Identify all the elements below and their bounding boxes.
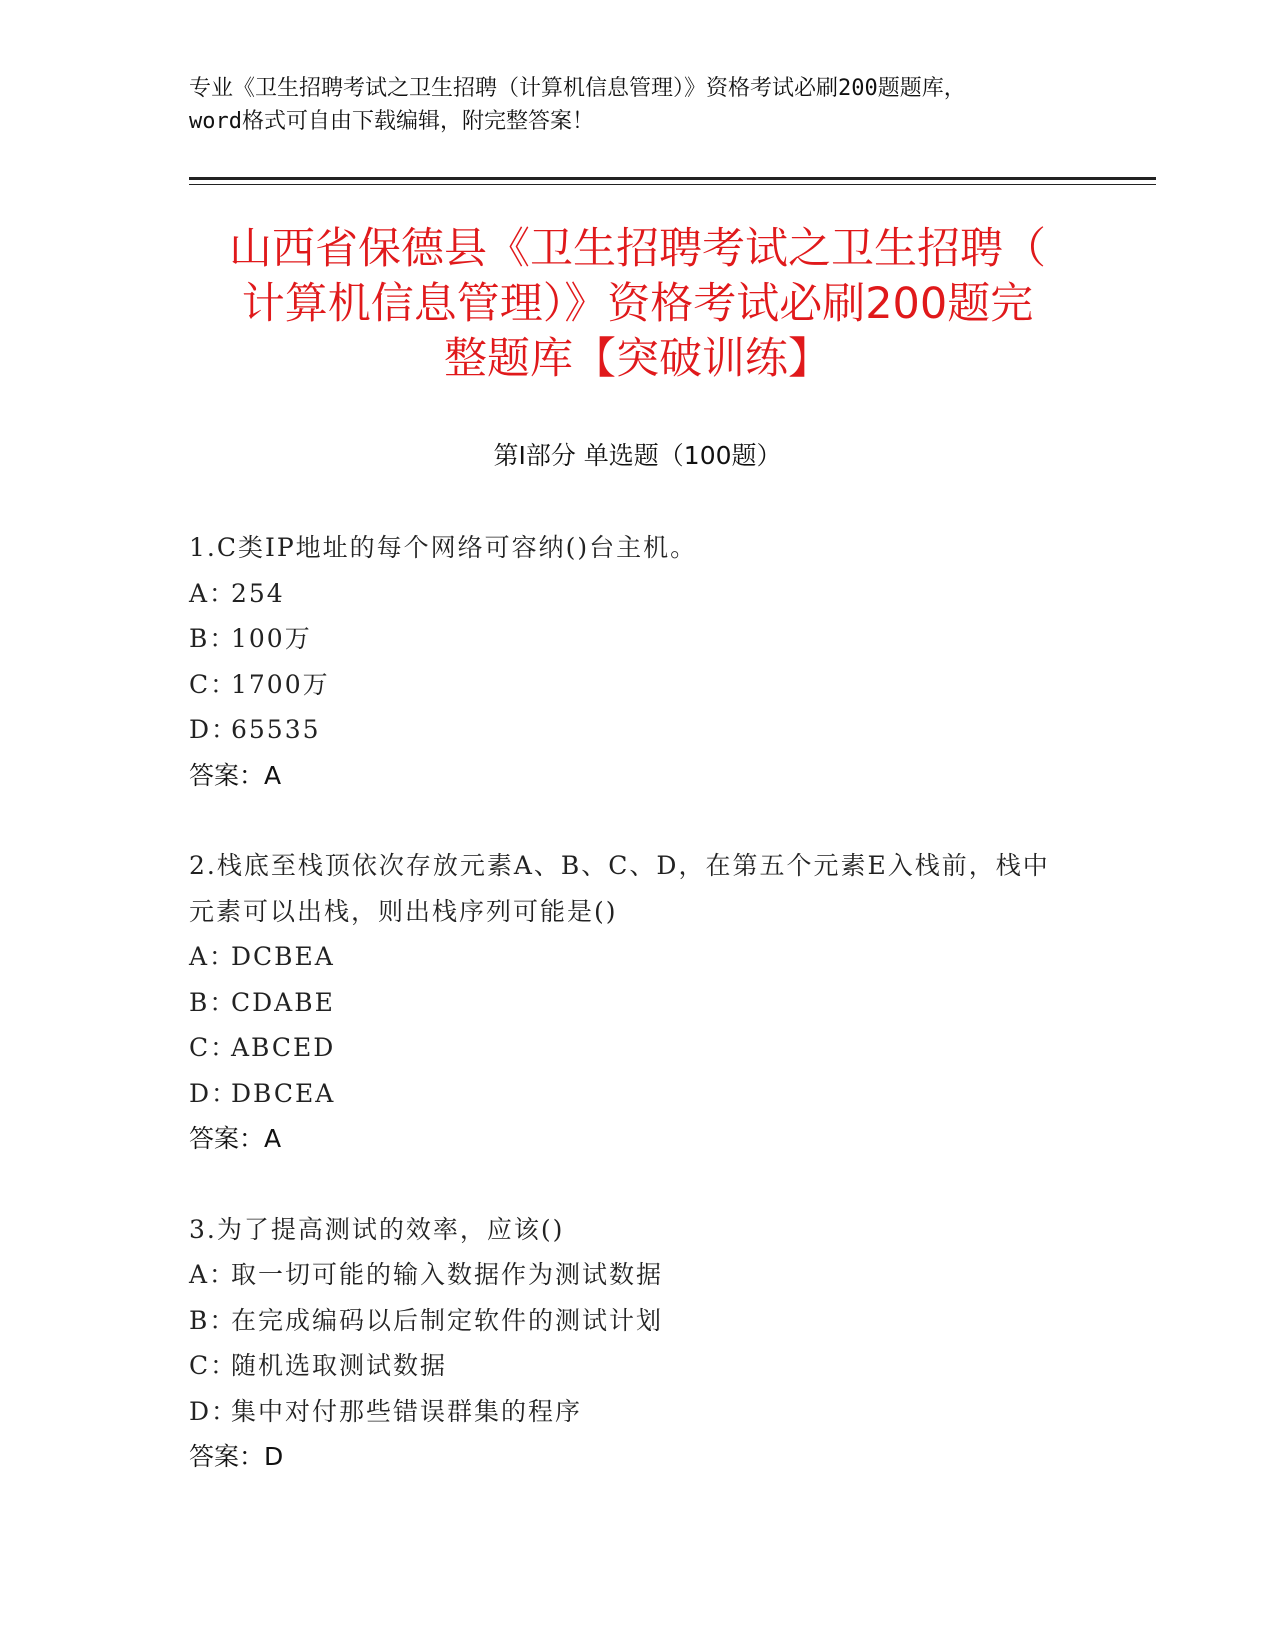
header-divider-thin <box>189 184 1156 185</box>
header-note-line-1: 专业《卫生招聘考试之卫生招聘（计算机信息管理）》资格考试必刷200题题库， <box>189 76 966 101</box>
option-text: DCBEA <box>231 942 335 971</box>
header-note-line-2: word格式可自由下载编辑，附完整答案！ <box>189 109 594 134</box>
question-option-a <box>189 934 1069 980</box>
question-item <box>189 843 1069 1162</box>
question-item <box>189 525 1069 798</box>
question-item <box>189 1207 1069 1480</box>
option-key: B： <box>189 987 237 1017</box>
option-key: A： <box>189 1260 237 1289</box>
question-option-d <box>189 707 1069 753</box>
option-key: C： <box>189 1351 238 1380</box>
option-key: D： <box>189 715 239 744</box>
question-option-b <box>189 1298 1069 1344</box>
question-option-b <box>189 980 1069 1026</box>
option-key: D： <box>189 1078 239 1108</box>
option-key: C： <box>189 1033 238 1062</box>
question-option-a <box>189 1252 1069 1298</box>
question-option-a <box>189 571 1069 617</box>
question-option-d <box>189 1071 1069 1117</box>
option-key: C： <box>189 669 238 699</box>
document-title-line-3: 整题库【突破训练】 <box>444 334 831 384</box>
option-text: DBCEA <box>231 1078 336 1108</box>
question-answer: 答案：A <box>189 760 282 790</box>
question-list <box>189 525 1069 1525</box>
document-title-line-2: 计算机信息管理）》资格考试必刷200题完 <box>241 279 1034 329</box>
option-key: A： <box>189 942 237 971</box>
option-key: B： <box>189 1305 237 1335</box>
header-note <box>189 72 1089 138</box>
question-option-d <box>189 1389 1069 1435</box>
option-text: CDABE <box>231 987 335 1017</box>
question-answer: 答案：D <box>189 1442 284 1471</box>
option-text: 集中对付那些错误群集的程序 <box>231 1396 583 1426</box>
option-key: A： <box>189 578 237 608</box>
option-text: 65535 <box>231 715 321 744</box>
option-text: 100万 <box>231 624 312 653</box>
document-title-line-1: 山西省保德县《卫生招聘考试之卫生招聘（ <box>229 224 1046 274</box>
option-text: 随机选取测试数据 <box>231 1351 448 1380</box>
question-option-b <box>189 616 1069 662</box>
option-text: 1700万 <box>231 669 330 699</box>
question-option-c <box>189 1343 1069 1389</box>
question-stem: 3.为了提高测试的效率，应该() <box>189 1214 565 1244</box>
header-divider-thick <box>189 177 1156 180</box>
question-stem: 2.栈底至栈顶依次存放元素A、B、C、D，在第五个元素E入栈前，栈中元素可以出栈，则出栈序列可能是() <box>189 851 1050 926</box>
question-option-c <box>189 1025 1069 1071</box>
option-text: 取一切可能的输入数据作为测试数据 <box>231 1260 664 1289</box>
question-option-c <box>189 662 1069 708</box>
option-text: 在完成编码以后制定软件的测试计划 <box>231 1305 664 1335</box>
document-title <box>160 222 1115 387</box>
section-heading: 第I部分 单选题（100题） <box>493 441 782 470</box>
option-text: 254 <box>231 578 285 608</box>
question-answer: 答案：A <box>189 1124 282 1153</box>
question-stem: 1.C类IP地址的每个网络可容纳()台主机。 <box>189 533 698 562</box>
option-key: B： <box>189 624 237 653</box>
option-key: D： <box>189 1396 239 1426</box>
option-text: ABCED <box>231 1033 336 1062</box>
